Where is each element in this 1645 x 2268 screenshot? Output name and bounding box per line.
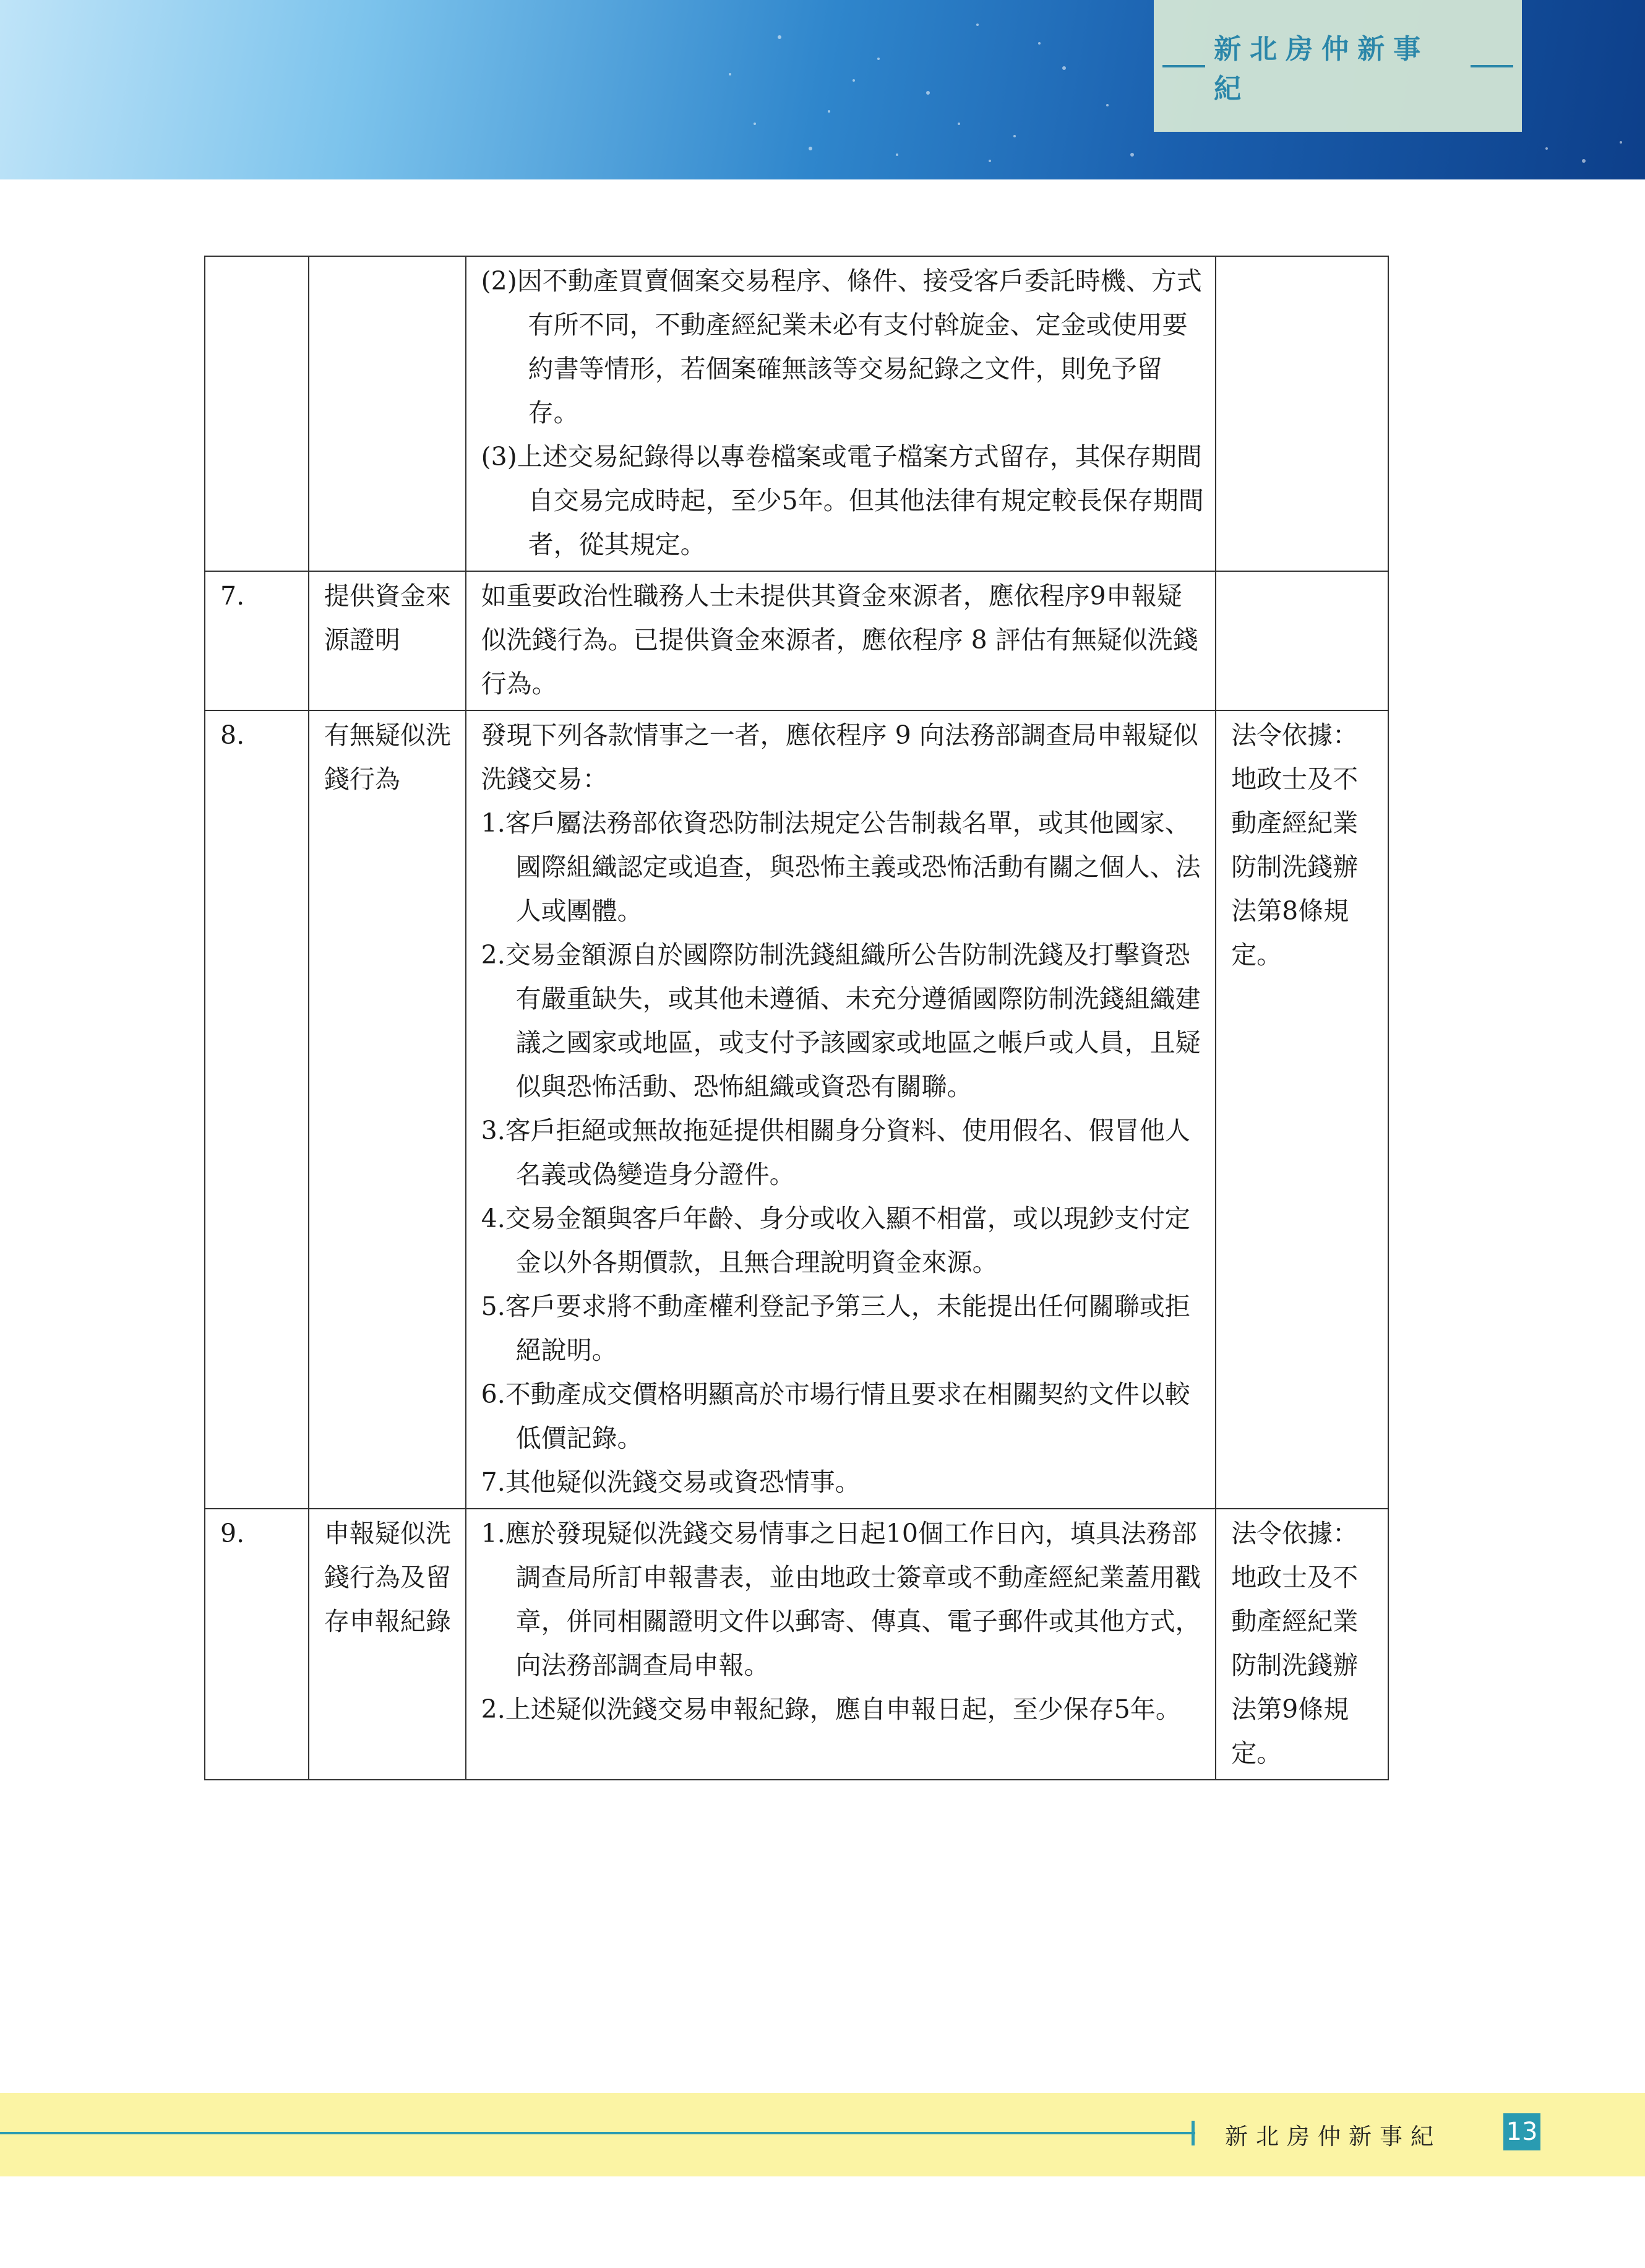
paragraph: 如重要政治性職務人士未提供其資金來源者，應依程序9申報疑似洗錢行為。已提供資金來源者，應依程序 8 評估有無疑似洗錢行為。 [481, 581, 1198, 699]
list-item: 1.客戶屬法務部依資恐防制法規定公告制裁名單，或其他國家、國際組織認定或追查，與恐怖主義或恐怖活動有關之個人、法人或團體。 [481, 808, 1201, 926]
table-row [205, 571, 1388, 710]
page-header-banner [0, 0, 1645, 179]
row-item: 申報疑似洗錢行為及留存申報紀錄 [309, 1509, 466, 1780]
row-item: 提供資金來源證明 [309, 571, 466, 710]
row-item [309, 256, 466, 571]
row-content [466, 256, 1216, 571]
list-item: 2.上述疑似洗錢交易申報紀錄，應自申報日起，至少保存5年。 [481, 1694, 1181, 1724]
row-basis: 法令依據：地政士及不動產經紀業防制洗錢辦法第8條規定。 [1216, 710, 1388, 1509]
table-row [205, 1509, 1388, 1780]
aml-procedure-table [204, 256, 1389, 1780]
list-item: 2.交易金額源自於國際防制洗錢組織所公告防制洗錢及打擊資恐有嚴重缺失，或其他未遵循、未充分遵循國際防制洗錢組織建議之國家或地區，或支付予該國家或地區之帳戶或人員，且疑似與恐怖活動、恐怖組織或資恐有關聯。 [481, 940, 1201, 1102]
row-basis [1216, 256, 1388, 571]
footer-title: 新北房仲新事紀 [1225, 2123, 1441, 2150]
header-title-dash-left [1162, 65, 1205, 67]
list-item: (2)因不動產買賣個案交易程序、條件、接受客戶委託時機、方式有所不同，不動產經紀業未必有支付斡旋金、定金或使用要約書等情形，若個案確無該等交易紀錄之文件，則免予留存。 [481, 266, 1202, 428]
header-title-box [1154, 0, 1522, 132]
row-number [205, 256, 309, 571]
list-item: 4.交易金額與客戶年齡、身分或收入顯不相當，或以現鈔支付定金以外各期價款，且無合理說明資金來源。 [481, 1204, 1190, 1277]
table-row [205, 256, 1388, 571]
row-number: 8. [205, 710, 309, 1509]
paragraph: 發現下列各款情事之一者，應依程序 9 向法務部調查局申報疑似洗錢交易： [481, 720, 1198, 794]
row-content [466, 1509, 1216, 1780]
page-number: 13 [1503, 2113, 1540, 2150]
header-title: 新北房仲新事紀 [1214, 33, 1430, 105]
list-item: 5.客戶要求將不動產權利登記予第三人，未能提出任何關聯或拒絕說明。 [481, 1291, 1190, 1365]
list-item: 1.應於發現疑似洗錢交易情事之日起10個工作日內，填具法務部調查局所訂申報書表，並由地政士簽章或不動產經紀業蓋用戳章，併同相關證明文件以郵寄、傳真、電子郵件或其他方式，向法務部調查局申報。 [481, 1519, 1201, 1680]
list-item: (3)上述交易紀錄得以專卷檔案或電子檔案方式留存，其保存期間自交易完成時起，至少5年。但其他法律有規定較長保存期間者，從其規定。 [481, 442, 1204, 559]
list-item: 6.不動產成交價格明顯高於市場行情且要求在相關契約文件以較低價記錄。 [481, 1379, 1190, 1453]
list-item: 3.客戶拒絕或無故拖延提供相關身分資料、使用假名、假冒他人名義或偽變造身分證件。 [481, 1116, 1190, 1189]
row-basis: 法令依據：地政士及不動產經紀業防制洗錢辦法第9條規定。 [1216, 1509, 1388, 1780]
row-content [466, 710, 1216, 1509]
page-footer [0, 2093, 1645, 2176]
row-basis [1216, 571, 1388, 710]
header-title-dash-right [1471, 65, 1513, 67]
table-row [205, 710, 1388, 1509]
footer-rule [0, 2132, 1195, 2134]
row-content [466, 571, 1216, 710]
list-item: 7.其他疑似洗錢交易或資恐情事。 [481, 1467, 861, 1497]
row-number: 7. [205, 571, 309, 710]
row-number: 9. [205, 1509, 309, 1780]
row-item: 有無疑似洗錢行為 [309, 710, 466, 1509]
footer-rule-tick [1192, 2121, 1195, 2145]
